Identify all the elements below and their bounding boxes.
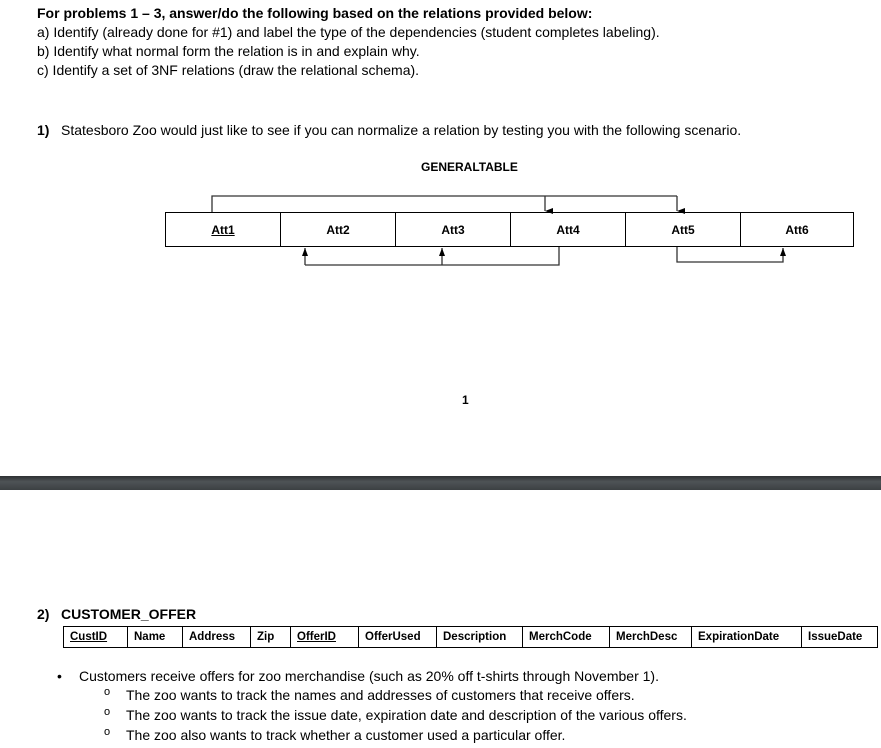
bullet-icon: • — [57, 668, 62, 684]
instruction-a: a) Identify (already done for #1) and label the type of the dependencies (student completes labeling). — [37, 24, 660, 40]
instruction-b: b) Identify what normal form the relation is in and explain why. — [37, 43, 420, 59]
column-expirationdate: ExpirationDate — [691, 626, 802, 648]
column-issuedate: IssueDate — [801, 626, 878, 648]
instructions-heading: For problems 1 – 3, answer/do the following based on the relations provided below: — [37, 5, 593, 21]
column-custid: CustID — [63, 626, 128, 648]
sub-bullet-icon: o — [104, 726, 111, 738]
dependency-arrows — [0, 0, 881, 300]
attribute-att5: Att5 — [625, 212, 741, 247]
page-number: 1 — [462, 393, 469, 407]
column-offerid: OfferID — [290, 626, 359, 648]
column-address: Address — [182, 626, 251, 648]
column-zip: Zip — [250, 626, 291, 648]
att5-to-att6-arrow — [677, 247, 783, 262]
problem2-title: CUSTOMER_OFFER — [61, 606, 197, 622]
attribute-att3: Att3 — [395, 212, 511, 247]
instruction-c: c) Identify a set of 3NF relations (draw the relational schema). — [37, 62, 420, 78]
problem1-number: 1) — [37, 122, 50, 138]
attribute-att4: Att4 — [510, 212, 626, 247]
sub-bullet-icon: o — [104, 706, 111, 718]
attribute-att2: Att2 — [280, 212, 396, 247]
column-offerused: OfferUsed — [358, 626, 437, 648]
attribute-att6: Att6 — [740, 212, 854, 247]
sub-bullet-2: The zoo wants to track the issue date, expiration date and description of the various offers. — [126, 707, 687, 723]
column-description: Description — [436, 626, 523, 648]
sub-bullet-icon: o — [104, 686, 111, 698]
problem1-text: Statesboro Zoo would just like to see if you can normalize a relation by testing you with the following scenario. — [61, 122, 742, 138]
column-name: Name — [127, 626, 183, 648]
sub-bullet-1: The zoo wants to track the names and addresses of customers that receive offers. — [126, 687, 635, 703]
column-merchcode: MerchCode — [522, 626, 610, 648]
generaltable-title: GENERALTABLE — [421, 160, 518, 174]
att4-dependency-line — [305, 247, 559, 265]
column-merchdesc: MerchDesc — [609, 626, 692, 648]
sub-bullet-3: The zoo also wants to track whether a customer used a particular offer. — [126, 727, 566, 743]
att1-dependency-line — [212, 196, 677, 212]
page-separator — [0, 476, 881, 490]
attribute-att1: Att1 — [165, 212, 281, 247]
bullet-text: Customers receive offers for zoo merchandise (such as 20% off t-shirts through November 1). — [79, 668, 659, 684]
problem2-number: 2) — [37, 606, 50, 622]
